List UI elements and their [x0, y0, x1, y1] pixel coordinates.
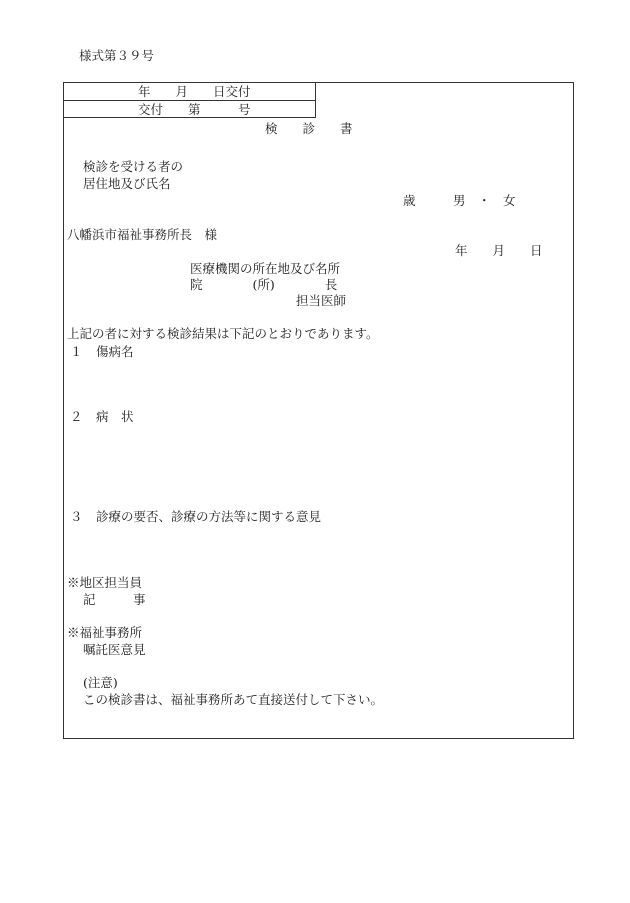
welfare-office-line1: ※福祉事務所 [67, 625, 143, 640]
issue-date-line: 年 月 日交付 [138, 84, 251, 99]
item-1-number: １ [70, 344, 83, 359]
age-sex-line: 歳 男 ・ 女 [403, 193, 516, 208]
item-2-label: 病 状 [96, 409, 134, 424]
item-2-number: ２ [70, 409, 83, 424]
date-line: 年 月 日 [455, 243, 543, 258]
note-text: この検診書は、福祉事務所あて直接送付して下さい。 [83, 692, 384, 707]
issue-number-line: 交付 第 号 [138, 102, 251, 117]
form-number: 様式第３９号 [79, 48, 155, 63]
district-officer-line2: 記 事 [83, 592, 146, 607]
addressee: 八幡浜市福祉事務所長 様 [67, 227, 218, 242]
document-title: 検 診 書 [265, 121, 353, 136]
institution-address-name: 医療機関の所在地及び名所 [190, 261, 341, 276]
item-3-label: 診療の要否、診療の方法等に関する意見 [96, 509, 322, 524]
item-3-number: ３ [70, 509, 83, 524]
district-officer-line1: ※地区担当員 [67, 575, 143, 590]
note-heading: (注意) [83, 675, 118, 690]
institution-doctor: 担当医師 [296, 293, 347, 308]
statement: 上記の者に対する検診結果は下記のとおりであります。 [67, 326, 379, 341]
issue-box-divider [63, 100, 316, 101]
item-1-label: 傷病名 [96, 344, 134, 359]
welfare-office-line2: 嘱託医意見 [83, 642, 146, 657]
subject-label-line1: 検診を受ける者の [83, 159, 184, 174]
subject-label-line2: 居住地及び氏名 [83, 176, 171, 191]
institution-director-line: 院 (所) 長 [190, 277, 338, 292]
